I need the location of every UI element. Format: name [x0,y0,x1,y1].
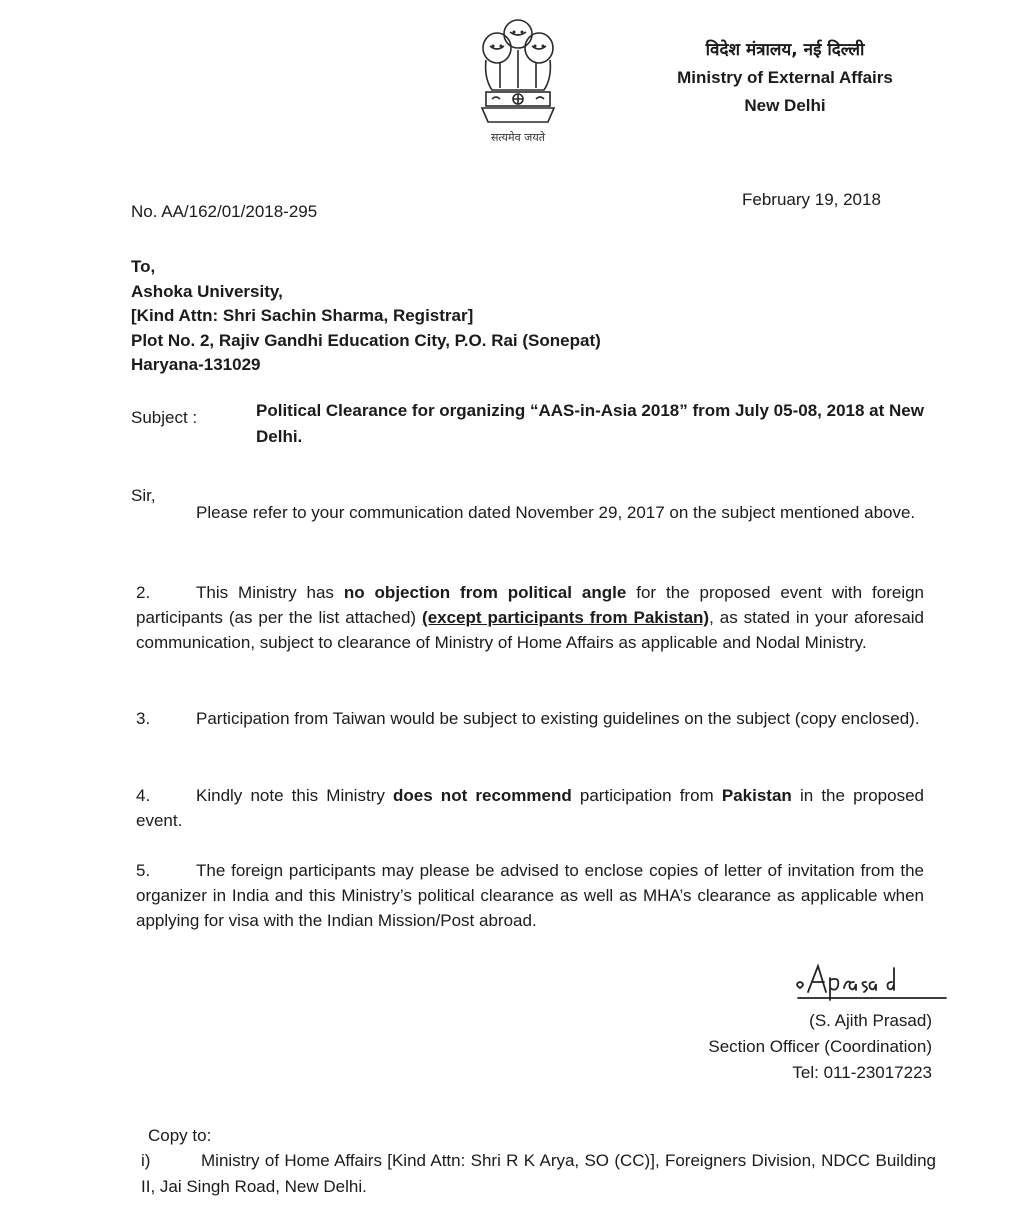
paragraph-text: , as stated in your aforesaid communication, subject to clearance of Ministry of Home Affairs as applicable and Nodal Ministry. [136,608,924,652]
emphasis-except-pakistan: (except participants from Pakistan) [422,608,710,627]
salutation: Sir, [131,486,156,505]
paragraph-number: 2. [136,583,151,602]
paragraph-text: in the proposed event. [136,786,924,830]
paragraph-text: This Ministry has [196,583,344,602]
signature-block [640,1008,932,1086]
reference-number: No. AA/162/01/2018-295 [131,202,318,221]
emphasis-no-objection: no objection from political angle [343,583,627,602]
signatory-designation: Section Officer (Coordination) [708,1037,932,1056]
copy-to-label: Copy to: [148,1126,212,1145]
copy-item-text: Ministry of Home Affairs [Kind Attn: Shri R K Arya, SO (CC)], Foreigners Division, NDCC Building II, Jai Singh Road, New Delhi. [141,1151,936,1196]
paragraph-5 [136,858,924,933]
to-label: To, [131,257,156,276]
ministry-name: Ministry of External Affairs [677,68,893,87]
signatory-name: (S. Ajith Prasad) [809,1011,932,1030]
paragraph-3 [136,706,924,731]
emphasis-pakistan: Pakistan [721,786,792,805]
paragraph-text: for the proposed event with foreign participants (as per the list attached) [136,583,925,627]
ministry-name-hindi: विदेश मंत्रालय, नई दिल्ली [705,40,865,60]
paragraph-1: Please refer to your communication dated November 29, 2017 on the subject mentioned above. [196,503,916,522]
copy-to-item [141,1148,936,1200]
recipient-address-line: Plot No. 2, Rajiv Gandhi Education City, P.O. Rai (Sonepat) [131,330,601,350]
recipient-attention: [Kind Attn: Shri Sachin Sharma, Registrar] [131,306,474,325]
recipient-state-pin: Haryana-131029 [131,355,261,374]
copy-item-number: i) [141,1151,151,1170]
paragraph-text: Kindly note this Ministry [196,786,393,805]
emblem-motto: सत्यमेव जयते [490,131,545,144]
paragraph-text: participation from [571,786,722,805]
subject-text: Political Clearance for organizing “AAS-in-Asia 2018” from July 05-08, 2018 at New Delhi. [256,401,924,446]
subject-label: Subject : [131,408,198,427]
paragraph-4 [136,783,924,833]
national-emblem-icon [470,10,566,150]
handwritten-signature [778,958,948,1006]
ministry-city: New Delhi [744,96,826,115]
emphasis-not-recommend: does not recommend [392,786,572,805]
paragraph-number: 3. [136,709,151,728]
recipient-address [131,255,601,378]
paragraph-text: The foreign participants may please be advised to enclose copies of letter of invitation from the organizer in India and this Ministry’s political clearance as well as MHA’s clearance as applicable when applying for visa with the Indian Mission/Post abroad. [136,861,924,930]
letterhead [640,36,930,120]
signatory-telephone: Tel: 011-23017223 [792,1063,932,1082]
paragraph-2 [136,580,924,655]
recipient-name: Ashoka University, [131,281,283,301]
paragraph-number: 5. [136,861,151,880]
letter-date: February 19, 2018 [742,190,881,209]
paragraph-number: 4. [136,786,151,805]
paragraph-text: Participation from Taiwan would be subject to existing guidelines on the subject (copy enclosed). [196,709,920,728]
